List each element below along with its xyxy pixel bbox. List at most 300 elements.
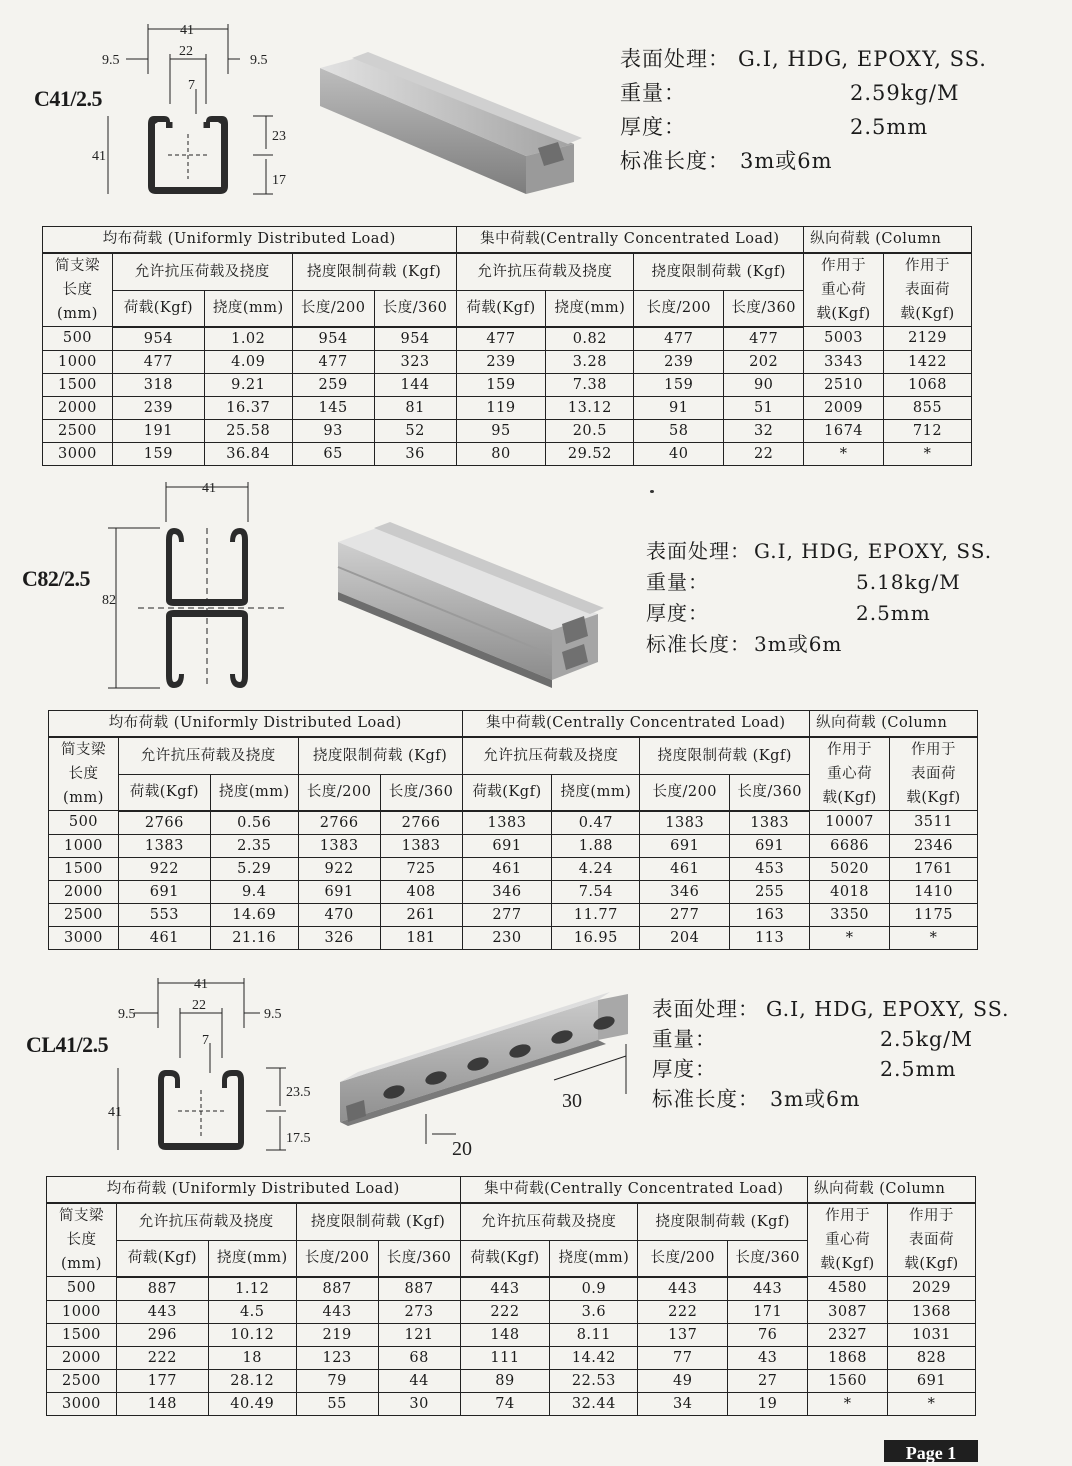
- table-cell: 14.42: [550, 1346, 638, 1369]
- table-cell: 177: [116, 1369, 208, 1392]
- cl41-load-table: [46, 1176, 976, 1416]
- table-cell: 111: [460, 1346, 550, 1369]
- table-cell: 3.28: [546, 350, 634, 373]
- table-cell: *: [808, 1392, 888, 1415]
- table-cell: 76: [728, 1323, 808, 1346]
- table-cell: 27: [728, 1369, 808, 1392]
- table-cell: 43: [728, 1346, 808, 1369]
- span-length-cell: 2000: [47, 1346, 117, 1369]
- table-cell: 4018: [810, 880, 890, 903]
- spec-label-length: 标准长度：: [620, 149, 730, 173]
- table-cell: 49: [638, 1369, 728, 1392]
- table-cell: 28.12: [208, 1369, 296, 1392]
- table-cell: 3343: [804, 350, 884, 373]
- subheader-load: 荷载(Kgf): [112, 291, 204, 327]
- table-cell: 30: [378, 1392, 460, 1415]
- table-row: [47, 1369, 976, 1392]
- header-allow-central: 允许抗压荷载及挠度: [460, 1203, 638, 1241]
- subheader-l360: 长度/360: [730, 775, 810, 811]
- table-row: [43, 373, 972, 396]
- table-cell: 2009: [804, 396, 884, 419]
- table-cell: 2766: [298, 811, 380, 835]
- table-cell: 3.6: [550, 1300, 638, 1323]
- table-row: [49, 834, 978, 857]
- table-row: [49, 880, 978, 903]
- span-length-cell: 2500: [49, 903, 119, 926]
- table-row: [49, 926, 978, 949]
- span-length-cell: 2000: [43, 396, 113, 419]
- table-cell: 443: [296, 1300, 378, 1323]
- header-central: 集中荷载(Centrally Concentrated Load): [456, 227, 804, 253]
- table-cell: 691: [888, 1369, 976, 1392]
- slot-pitch-label: 30: [562, 1090, 582, 1112]
- table-row: [43, 350, 972, 373]
- span-length-cell: 500: [47, 1277, 117, 1301]
- subheader-l360: 长度/360: [374, 291, 456, 327]
- spec-label-surface: 表面处理：: [652, 997, 760, 1021]
- table-cell: 65: [292, 442, 374, 465]
- svg-text:7: 7: [202, 1033, 209, 1048]
- table-cell: 239: [634, 350, 724, 373]
- table-cell: 461: [640, 857, 730, 880]
- table-cell: 18: [208, 1346, 296, 1369]
- table-cell: 55: [296, 1392, 378, 1415]
- subheader-load: 荷载(Kgf): [462, 775, 552, 811]
- table-cell: 1410: [890, 880, 978, 903]
- spec-label-weight: 重量：: [620, 81, 686, 105]
- table-row: [43, 396, 972, 419]
- header-allow: 允许抗压荷载及挠度: [118, 737, 298, 775]
- table-cell: 259: [292, 373, 374, 396]
- subheader-defl: 挠度(mm): [546, 291, 634, 327]
- subheader-l360: 长度/360: [728, 1241, 808, 1277]
- svg-text:9.5: 9.5: [118, 1007, 136, 1022]
- header-uniform: 均布荷载 (Uniformly Distributed Load): [47, 1177, 461, 1203]
- header-limit-central: 挠度限制荷载 (Kgf): [640, 737, 810, 775]
- table-row: [43, 419, 972, 442]
- spec-label-length: 标准长度：: [646, 632, 751, 656]
- table-cell: 148: [460, 1323, 550, 1346]
- table-cell: 40.49: [208, 1392, 296, 1415]
- table-cell: 145: [292, 396, 374, 419]
- spec-label-surface: 表面处理：: [620, 47, 730, 71]
- section-c82: [0, 470, 1072, 960]
- spec-label-thickness: 厚度：: [620, 115, 686, 139]
- spec-weight: 5.18kg/M: [856, 570, 961, 594]
- table-cell: 296: [116, 1323, 208, 1346]
- table-cell: 691: [730, 834, 810, 857]
- table-cell: 954: [292, 327, 374, 351]
- table-cell: 453: [730, 857, 810, 880]
- svg-text:41: 41: [92, 149, 106, 164]
- table-cell: 5.29: [210, 857, 298, 880]
- header-limit: 挠度限制荷载 (Kgf): [292, 253, 456, 291]
- table-cell: 553: [118, 903, 210, 926]
- table-cell: 9.4: [210, 880, 298, 903]
- model-name: C41/2.5: [34, 86, 102, 111]
- table-cell: 239: [456, 350, 546, 373]
- subheader-l200: 长度/200: [296, 1241, 378, 1277]
- table-cell: 326: [298, 926, 380, 949]
- table-cell: 477: [634, 327, 724, 351]
- spec-label-weight: 重量：: [646, 570, 709, 594]
- table-cell: 123: [296, 1346, 378, 1369]
- span-length-cell: 2500: [43, 419, 113, 442]
- spec-label-surface: 表面处理：: [646, 539, 751, 563]
- spec-label-length: 标准长度：: [652, 1087, 760, 1111]
- spec-surface: G.I, HDG, EPOXY, SS.: [738, 47, 987, 71]
- table-row: [47, 1392, 976, 1415]
- table-row: [47, 1346, 976, 1369]
- table-cell: 828: [888, 1346, 976, 1369]
- header-center-load: 作用于 重心荷 载(Kgf): [804, 253, 884, 327]
- table-cell: 171: [728, 1300, 808, 1323]
- table-row: [43, 327, 972, 351]
- table-row: [49, 811, 978, 835]
- table-cell: 68: [378, 1346, 460, 1369]
- table-cell: 691: [118, 880, 210, 903]
- table-cell: 81: [374, 396, 456, 419]
- section-c41: [0, 0, 1072, 480]
- table-cell: *: [890, 926, 978, 949]
- spec-weight: 2.59kg/M: [850, 81, 960, 105]
- svg-text:9.5: 9.5: [102, 53, 120, 68]
- table-cell: 159: [456, 373, 546, 396]
- table-cell: 91: [634, 396, 724, 419]
- subheader-load: 荷载(Kgf): [456, 291, 546, 327]
- table-cell: 22: [724, 442, 804, 465]
- table-cell: 21.16: [210, 926, 298, 949]
- table-cell: 29.52: [546, 442, 634, 465]
- table-cell: 113: [730, 926, 810, 949]
- table-cell: 36: [374, 442, 456, 465]
- table-cell: 5003: [804, 327, 884, 351]
- table-cell: 191: [112, 419, 204, 442]
- table-cell: 163: [730, 903, 810, 926]
- c82-spec-block: [646, 536, 1066, 660]
- table-cell: 16.95: [552, 926, 640, 949]
- subheader-l200: 长度/200: [640, 775, 730, 811]
- table-cell: 712: [884, 419, 972, 442]
- svg-text:41: 41: [202, 481, 216, 496]
- header-limit-central: 挠度限制荷载 (Kgf): [634, 253, 804, 291]
- table-cell: 2.35: [210, 834, 298, 857]
- table-cell: 36.84: [204, 442, 292, 465]
- spec-length: 3m或6m: [770, 1087, 861, 1111]
- span-length-cell: 1000: [49, 834, 119, 857]
- table-cell: 204: [640, 926, 730, 949]
- subheader-l200: 长度/200: [292, 291, 374, 327]
- table-cell: 2346: [890, 834, 978, 857]
- header-span: 简支梁 长度 (mm): [47, 1203, 117, 1277]
- subheader-defl: 挠度(mm): [550, 1241, 638, 1277]
- table-cell: 1674: [804, 419, 884, 442]
- subheader-defl: 挠度(mm): [552, 775, 640, 811]
- table-cell: 2766: [380, 811, 462, 835]
- svg-text:23.5: 23.5: [286, 1085, 311, 1100]
- svg-text:9.5: 9.5: [264, 1007, 282, 1022]
- table-row: [47, 1323, 976, 1346]
- spec-length: 3m或6m: [740, 149, 833, 173]
- c82-profile-drawing: [98, 472, 298, 700]
- table-cell: 90: [724, 373, 804, 396]
- table-cell: 20.5: [546, 419, 634, 442]
- spec-weight: 2.5kg/M: [880, 1027, 974, 1051]
- table-cell: 318: [112, 373, 204, 396]
- table-cell: 277: [462, 903, 552, 926]
- svg-text:82: 82: [102, 593, 116, 608]
- table-cell: 1368: [888, 1300, 976, 1323]
- span-length-cell: 3000: [47, 1392, 117, 1415]
- span-length-cell: 500: [43, 327, 113, 351]
- table-cell: 222: [638, 1300, 728, 1323]
- header-column: 纵向荷载 (Column: [804, 227, 972, 253]
- table-cell: 1031: [888, 1323, 976, 1346]
- table-cell: 4.24: [552, 857, 640, 880]
- header-allow: 允许抗压荷载及挠度: [116, 1203, 296, 1241]
- table-cell: 3087: [808, 1300, 888, 1323]
- table-cell: 443: [638, 1277, 728, 1301]
- section-cl41: [0, 964, 1072, 1434]
- subheader-l360: 长度/360: [380, 775, 462, 811]
- table-cell: 461: [118, 926, 210, 949]
- table-cell: 261: [380, 903, 462, 926]
- table-cell: 2129: [884, 327, 972, 351]
- span-length-cell: 1000: [47, 1300, 117, 1323]
- table-cell: 51: [724, 396, 804, 419]
- header-limit: 挠度限制荷载 (Kgf): [298, 737, 462, 775]
- table-cell: 4580: [808, 1277, 888, 1301]
- table-cell: 2029: [888, 1277, 976, 1301]
- table-cell: 855: [884, 396, 972, 419]
- table-cell: 52: [374, 419, 456, 442]
- model-name: CL41/2.5: [26, 1032, 109, 1057]
- table-cell: 691: [462, 834, 552, 857]
- table-cell: 477: [292, 350, 374, 373]
- table-cell: 11.77: [552, 903, 640, 926]
- table-cell: 0.56: [210, 811, 298, 835]
- table-cell: 1560: [808, 1369, 888, 1392]
- table-cell: 239: [112, 396, 204, 419]
- table-cell: 89: [460, 1369, 550, 1392]
- c41-spec-block: [620, 42, 1060, 178]
- table-row: [47, 1300, 976, 1323]
- table-cell: *: [884, 442, 972, 465]
- svg-text:17: 17: [272, 173, 286, 188]
- table-cell: 137: [638, 1323, 728, 1346]
- spec-label-weight: 重量：: [652, 1027, 717, 1051]
- table-cell: 119: [456, 396, 546, 419]
- table-cell: 887: [296, 1277, 378, 1301]
- table-cell: 148: [116, 1392, 208, 1415]
- c41-channel-render: [312, 48, 612, 198]
- table-cell: 1383: [298, 834, 380, 857]
- spec-surface: G.I, HDG, EPOXY, SS.: [766, 997, 1010, 1021]
- span-length-cell: 1500: [47, 1323, 117, 1346]
- table-cell: 887: [116, 1277, 208, 1301]
- header-uniform: 均布荷载 (Uniformly Distributed Load): [43, 227, 457, 253]
- c82-channel-render: [330, 512, 620, 692]
- table-cell: 5020: [810, 857, 890, 880]
- table-cell: 477: [724, 327, 804, 351]
- table-cell: 10007: [810, 811, 890, 835]
- model-name: C82/2.5: [22, 566, 90, 591]
- subheader-load: 荷载(Kgf): [460, 1241, 550, 1277]
- table-cell: 0.82: [546, 327, 634, 351]
- subheader-defl: 挠度(mm): [208, 1241, 296, 1277]
- header-span: 简支梁 长度 (mm): [43, 253, 113, 327]
- spec-surface: G.I, HDG, EPOXY, SS.: [754, 539, 993, 563]
- svg-text:7: 7: [188, 78, 195, 93]
- table-cell: 477: [112, 350, 204, 373]
- table-cell: 77: [638, 1346, 728, 1369]
- table-cell: 22.53: [550, 1369, 638, 1392]
- table-cell: 1761: [890, 857, 978, 880]
- table-cell: 6686: [810, 834, 890, 857]
- page-number: Page 1: [884, 1440, 978, 1462]
- span-length-cell: 2500: [47, 1369, 117, 1392]
- c41-profile-drawing: [88, 14, 298, 204]
- subheader-l200: 长度/200: [298, 775, 380, 811]
- header-central: 集中荷载(Centrally Concentrated Load): [462, 711, 810, 737]
- table-cell: 32: [724, 419, 804, 442]
- span-length-cell: 3000: [49, 926, 119, 949]
- table-cell: 0.47: [552, 811, 640, 835]
- slot-width-label: 20: [452, 1138, 472, 1160]
- table-cell: 691: [640, 834, 730, 857]
- table-cell: 230: [462, 926, 552, 949]
- table-cell: 2766: [118, 811, 210, 835]
- table-cell: 121: [378, 1323, 460, 1346]
- cl41-slotted-channel-render: [336, 984, 646, 1164]
- table-cell: 40: [634, 442, 724, 465]
- table-cell: 44: [378, 1369, 460, 1392]
- spec-thickness: 2.5mm: [856, 601, 931, 625]
- subheader-l360: 长度/360: [378, 1241, 460, 1277]
- table-cell: 1383: [730, 811, 810, 835]
- c82-load-table: [48, 710, 978, 950]
- spec-label-thickness: 厚度：: [646, 601, 709, 625]
- header-allow-central: 允许抗压荷载及挠度: [462, 737, 640, 775]
- table-cell: 10.12: [208, 1323, 296, 1346]
- table-cell: 1.02: [204, 327, 292, 351]
- table-cell: 4.09: [204, 350, 292, 373]
- table-cell: 9.21: [204, 373, 292, 396]
- subheader-l360: 长度/360: [724, 291, 804, 327]
- table-cell: 16.37: [204, 396, 292, 419]
- table-cell: 1422: [884, 350, 972, 373]
- svg-text:41: 41: [194, 977, 208, 992]
- table-cell: 79: [296, 1369, 378, 1392]
- table-cell: 74: [460, 1392, 550, 1415]
- table-cell: 7.38: [546, 373, 634, 396]
- table-cell: 7.54: [552, 880, 640, 903]
- header-surface-load: 作用于 表面荷 载(Kgf): [890, 737, 978, 811]
- table-cell: *: [804, 442, 884, 465]
- table-cell: 408: [380, 880, 462, 903]
- table-cell: 273: [378, 1300, 460, 1323]
- table-cell: 1175: [890, 903, 978, 926]
- table-row: [49, 857, 978, 880]
- table-cell: 461: [462, 857, 552, 880]
- span-length-cell: 1500: [49, 857, 119, 880]
- table-cell: 3350: [810, 903, 890, 926]
- table-cell: 887: [378, 1277, 460, 1301]
- table-cell: 1383: [462, 811, 552, 835]
- table-cell: 477: [456, 327, 546, 351]
- subheader-load: 荷载(Kgf): [118, 775, 210, 811]
- table-cell: 691: [298, 880, 380, 903]
- spec-label-thickness: 厚度：: [652, 1057, 717, 1081]
- table-cell: 219: [296, 1323, 378, 1346]
- table-cell: 159: [634, 373, 724, 396]
- header-surface-load: 作用于 表面荷 载(Kgf): [888, 1203, 976, 1277]
- header-span: 简支梁 长度 (mm): [49, 737, 119, 811]
- table-cell: 14.69: [210, 903, 298, 926]
- table-cell: 1383: [380, 834, 462, 857]
- table-cell: 13.12: [546, 396, 634, 419]
- table-cell: 1383: [118, 834, 210, 857]
- header-column: 纵向荷载 (Column: [810, 711, 978, 737]
- table-cell: 1.12: [208, 1277, 296, 1301]
- table-cell: 25.58: [204, 419, 292, 442]
- table-cell: 159: [112, 442, 204, 465]
- svg-text:23: 23: [272, 129, 286, 144]
- subheader-l200: 长度/200: [638, 1241, 728, 1277]
- table-cell: 222: [116, 1346, 208, 1369]
- svg-text:9.5: 9.5: [250, 53, 268, 68]
- spec-thickness: 2.5mm: [880, 1057, 957, 1081]
- table-cell: 4.5: [208, 1300, 296, 1323]
- table-cell: 443: [460, 1277, 550, 1301]
- svg-text:22: 22: [192, 998, 206, 1013]
- table-cell: 222: [460, 1300, 550, 1323]
- c41-load-table: [42, 226, 972, 466]
- table-cell: 1383: [640, 811, 730, 835]
- table-cell: 954: [112, 327, 204, 351]
- table-cell: 95: [456, 419, 546, 442]
- table-cell: 922: [298, 857, 380, 880]
- table-cell: 323: [374, 350, 456, 373]
- table-cell: 2510: [804, 373, 884, 396]
- table-cell: 954: [374, 327, 456, 351]
- header-allow: 允许抗压荷载及挠度: [112, 253, 292, 291]
- subheader-l200: 长度/200: [634, 291, 724, 327]
- table-row: [47, 1277, 976, 1301]
- table-cell: 80: [456, 442, 546, 465]
- table-cell: 202: [724, 350, 804, 373]
- table-cell: 181: [380, 926, 462, 949]
- table-cell: 255: [730, 880, 810, 903]
- header-limit-central: 挠度限制荷载 (Kgf): [638, 1203, 808, 1241]
- header-allow-central: 允许抗压荷载及挠度: [456, 253, 634, 291]
- table-cell: 346: [462, 880, 552, 903]
- subheader-defl: 挠度(mm): [210, 775, 298, 811]
- cl41-profile-drawing: [96, 968, 336, 1158]
- header-central: 集中荷载(Centrally Concentrated Load): [460, 1177, 808, 1203]
- span-length-cell: 2000: [49, 880, 119, 903]
- span-length-cell: 1500: [43, 373, 113, 396]
- span-length-cell: 3000: [43, 442, 113, 465]
- table-cell: 1868: [808, 1346, 888, 1369]
- subheader-defl: 挠度(mm): [204, 291, 292, 327]
- header-uniform: 均布荷载 (Uniformly Distributed Load): [49, 711, 463, 737]
- table-cell: 58: [634, 419, 724, 442]
- table-cell: 1068: [884, 373, 972, 396]
- table-row: [43, 442, 972, 465]
- table-cell: 346: [640, 880, 730, 903]
- span-length-cell: 1000: [43, 350, 113, 373]
